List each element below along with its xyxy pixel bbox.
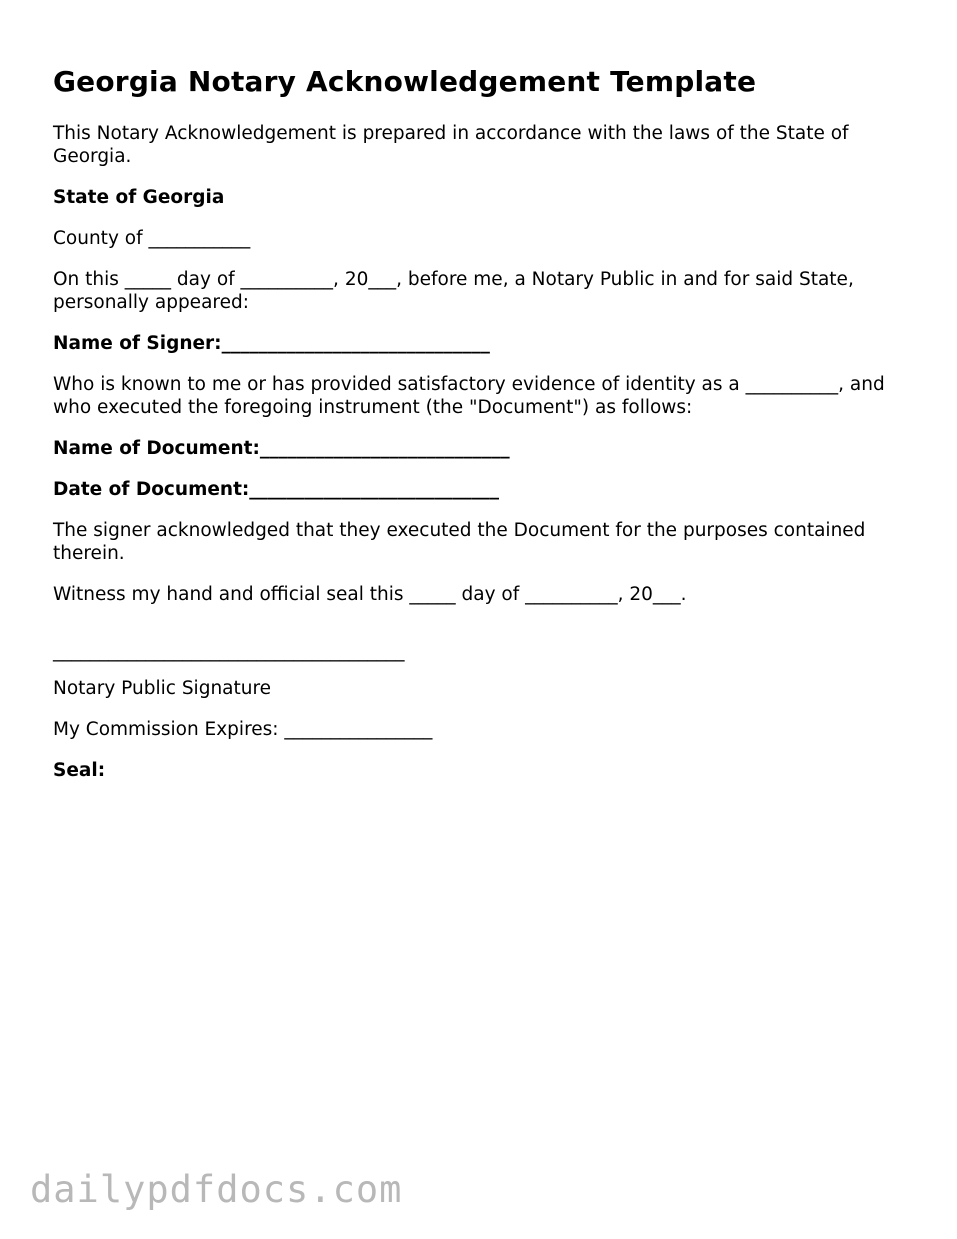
witness-paragraph: Witness my hand and official seal this _____ day of __________, 20___. bbox=[53, 584, 687, 605]
document-title: Georgia Notary Acknowledgement Template bbox=[53, 65, 757, 98]
signer-name-field: Name of Signer:_____________________________ bbox=[53, 333, 490, 354]
document-date-field: Date of Document:___________________________ bbox=[53, 479, 500, 500]
document-page bbox=[53, 64, 903, 800]
identity-paragraph: Who is known to me or has provided satisfactory evidence of identity as a __________, and who executed the foregoing instrument (the "Document") as follows: bbox=[53, 374, 885, 418]
commission-expires-line: My Commission Expires: ________________ bbox=[53, 719, 433, 740]
intro-paragraph: This Notary Acknowledgement is prepared in accordance with the laws of the State of Georgia. bbox=[53, 123, 849, 167]
seal-label: Seal: bbox=[53, 760, 106, 781]
signature-blank-line: ______________________________________ bbox=[53, 641, 405, 662]
state-heading: State of Georgia bbox=[53, 187, 225, 208]
appearance-paragraph: On this _____ day of __________, 20___, before me, a Notary Public in and for said State, personally appeared: bbox=[53, 269, 854, 313]
county-line: County of ___________ bbox=[53, 228, 251, 249]
document-name-field: Name of Document:___________________________ bbox=[53, 438, 510, 459]
acknowledgement-paragraph: The signer acknowledged that they executed the Document for the purposes contained therein. bbox=[53, 520, 866, 564]
signature-label: Notary Public Signature bbox=[53, 678, 272, 699]
watermark-text: dailypdfdocs.com bbox=[30, 1168, 403, 1211]
